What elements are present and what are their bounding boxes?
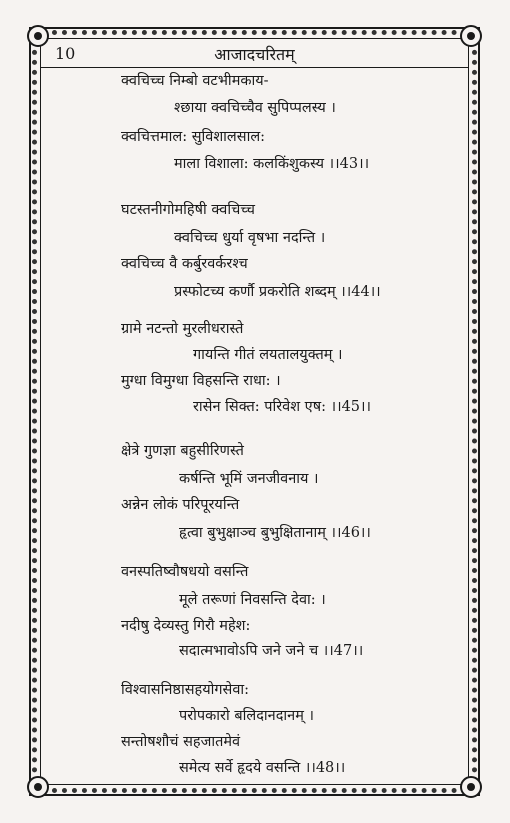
- corner-ornament-icon: [460, 776, 482, 798]
- verse-line: अन्नेन लोकं परिपूरयन्ति: [121, 497, 240, 513]
- verse-line: हृत्वा बुभुक्षाञ्च बुभुक्षितानाम् ।।46।।: [179, 525, 371, 541]
- verse-line: माला विशाला: कलकिंशुकस्य ।।43।।: [174, 156, 370, 172]
- corner-ornament-icon: [27, 776, 49, 798]
- verse-line: गायन्ति गीतं लयतालयुक्तम् ।: [193, 347, 343, 363]
- verse-line: घटस्तनीगोमहिषी क्वचिच्च: [121, 202, 255, 218]
- verse-line: समेत्य सर्वे हृदये वसन्ति ।।48।।: [179, 760, 346, 776]
- verse-line: सदात्मभावोऽपि जने जने च ।।47।।: [179, 643, 364, 659]
- verse-line: परोपकारो बलिदानदानम् ।: [179, 708, 314, 724]
- verse-line: वनस्पतिष्वौषधयो वसन्ति: [121, 564, 249, 580]
- verse-line: क्षेत्रे गुणज्ञा बहुसीरिणस्ते: [121, 443, 244, 459]
- verse-line: क्वचिच्च वै कर्बुरवर्करश्च: [121, 256, 248, 272]
- page-header: [41, 39, 468, 68]
- verse-line: कर्षन्ति भूमिं जनजीवनाय ।: [179, 471, 319, 487]
- verse-line: नदीषु देव्यस्तु गिरौ महेश:: [121, 618, 251, 634]
- verse-line: क्वचिच्च निम्बो वटभीमकाय-: [121, 73, 269, 89]
- verse-line: सन्तोषशौचं सहजातमेवं: [121, 734, 241, 750]
- verse-line: ग्रामे नटन्तो मुरलीधरास्ते: [121, 321, 244, 337]
- running-head-title: आजादचरितम्: [214, 45, 295, 64]
- verse-line: श्छाया क्वचिच्चैव सुपिप्पलस्य ।: [174, 100, 336, 116]
- verse-line: मूले तरूणां निवसन्ति देवा: ।: [179, 592, 326, 608]
- verse-line: क्वचित्तमाल: सुविशालसाल:: [121, 129, 266, 145]
- verse-line: रासेन सिक्त: परिवेश एष: ।।45।।: [193, 399, 372, 415]
- page-border-frame: [29, 27, 480, 796]
- page-number: 10: [55, 44, 76, 63]
- verse-line: विश्वासनिष्ठासहयोगसेवा:: [121, 682, 250, 698]
- verse-line: प्रस्फोटच्य कर्णौ प्रकरोति शब्दम् ।।44।।: [174, 284, 381, 300]
- verse-line: क्वचिच्च धुर्या वृषभा नदन्ति ।: [174, 230, 326, 246]
- verse-line: मुग्धा विमुग्धा विहसन्ति राधा: ।: [121, 373, 281, 389]
